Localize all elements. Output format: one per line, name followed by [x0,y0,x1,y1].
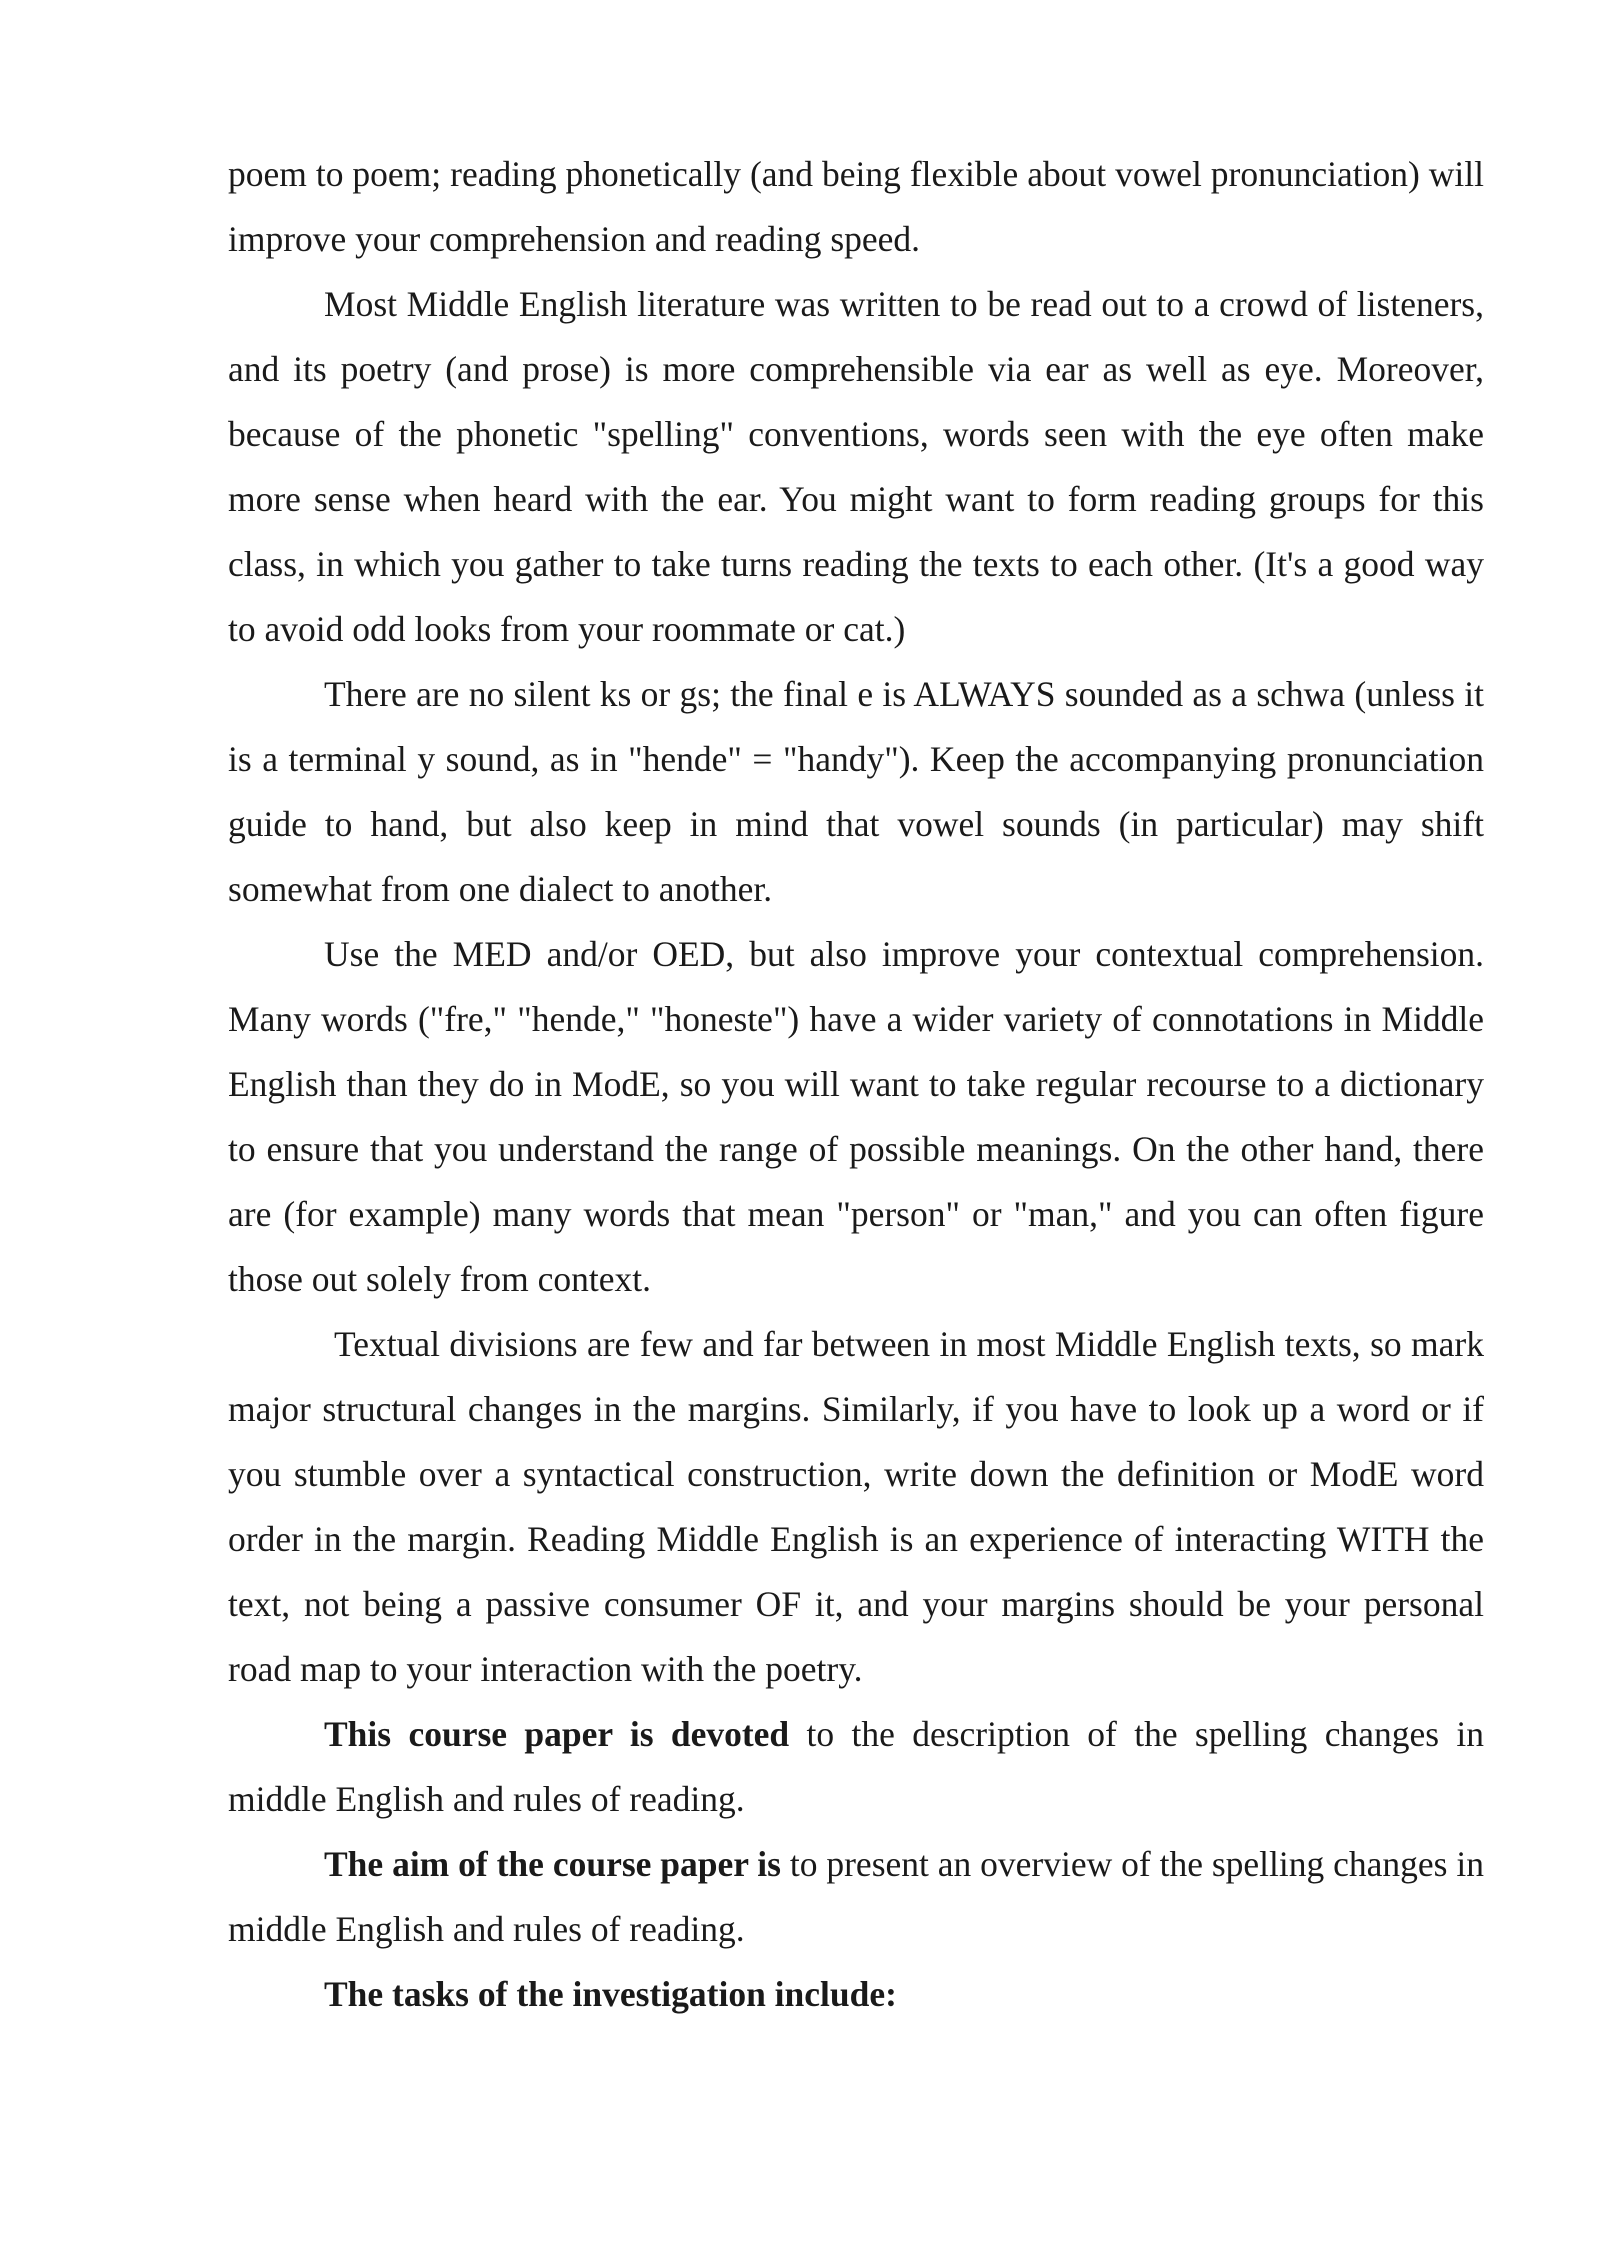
paragraph-read-aloud [228,272,1484,662]
document-page [228,142,1484,2027]
paragraph-lead-bold: The tasks of the investigation include: [324,1974,897,2014]
paragraph-pronunciation-continued [228,142,1484,272]
paragraph-text: to present an overview of the spelling changes in middle English and rules of reading. [228,1844,1484,1949]
paragraph-text: There are no silent ks or gs; the final e is ALWAYS sounded as a schwa (unless it is a terminal y sound, as in "hende" = "handy"). Keep the accompanying pronunciation guide to hand, but also keep in mind that vowel sounds (in particular) may shift somewhat from one dialect to another. [228,674,1484,909]
paragraph-text: Most Middle English literature was written to be read out to a crowd of listeners, and its poetry (and prose) is more comprehensible via ear as well as eye. Moreover, because of the phonetic "spelling" conventions, words seen with the eye often make more sense when heard with the ear. You might want to form reading groups for this class, in which you gather to take turns reading the texts to each other. (It's a good way to avoid odd looks from your roommate or cat.) [228,284,1484,649]
paragraph-course-paper-devoted [228,1702,1484,1832]
paragraph-tasks-heading [228,1962,1484,2027]
paragraph-lead-bold: The aim of the course paper is [324,1844,781,1884]
paragraph-text: Textual divisions are few and far between in most Middle English texts, so mark major structural changes in the margins. Similarly, if you have to look up a word or if you stumble over a syntactical construction, write down the definition or ModE word order in the margin. Reading Middle English is an experience of interacting WITH the text, not being a passive consumer OF it, and your margins should be your personal road map to your interaction with the poetry. [228,1324,1484,1689]
paragraph-text: Use the MED and/or OED, but also improve your contextual comprehension. Many words ("fre," "hende," "honeste") have a wider variety of connotations in Middle English than they do in ModE, so you will want to take regular recourse to a dictionary to ensure that you understand the range of possible meanings. On the other hand, there are (for example) many words that mean "person" or "man," and you can often figure those out solely from context. [228,934,1484,1299]
paragraph-lead-bold: This course paper is devoted [324,1714,790,1754]
paragraph-dictionary-use [228,922,1484,1312]
paragraph-text: poem to poem; reading phonetically (and being flexible about vowel pronunciation) will improve your comprehension and reading speed. [228,154,1484,259]
paragraph-course-paper-aim [228,1832,1484,1962]
paragraph-silent-letters [228,662,1484,922]
paragraph-text: to the description of the spelling changes in middle English and rules of reading. [228,1714,1484,1819]
paragraph-textual-divisions [228,1312,1484,1702]
